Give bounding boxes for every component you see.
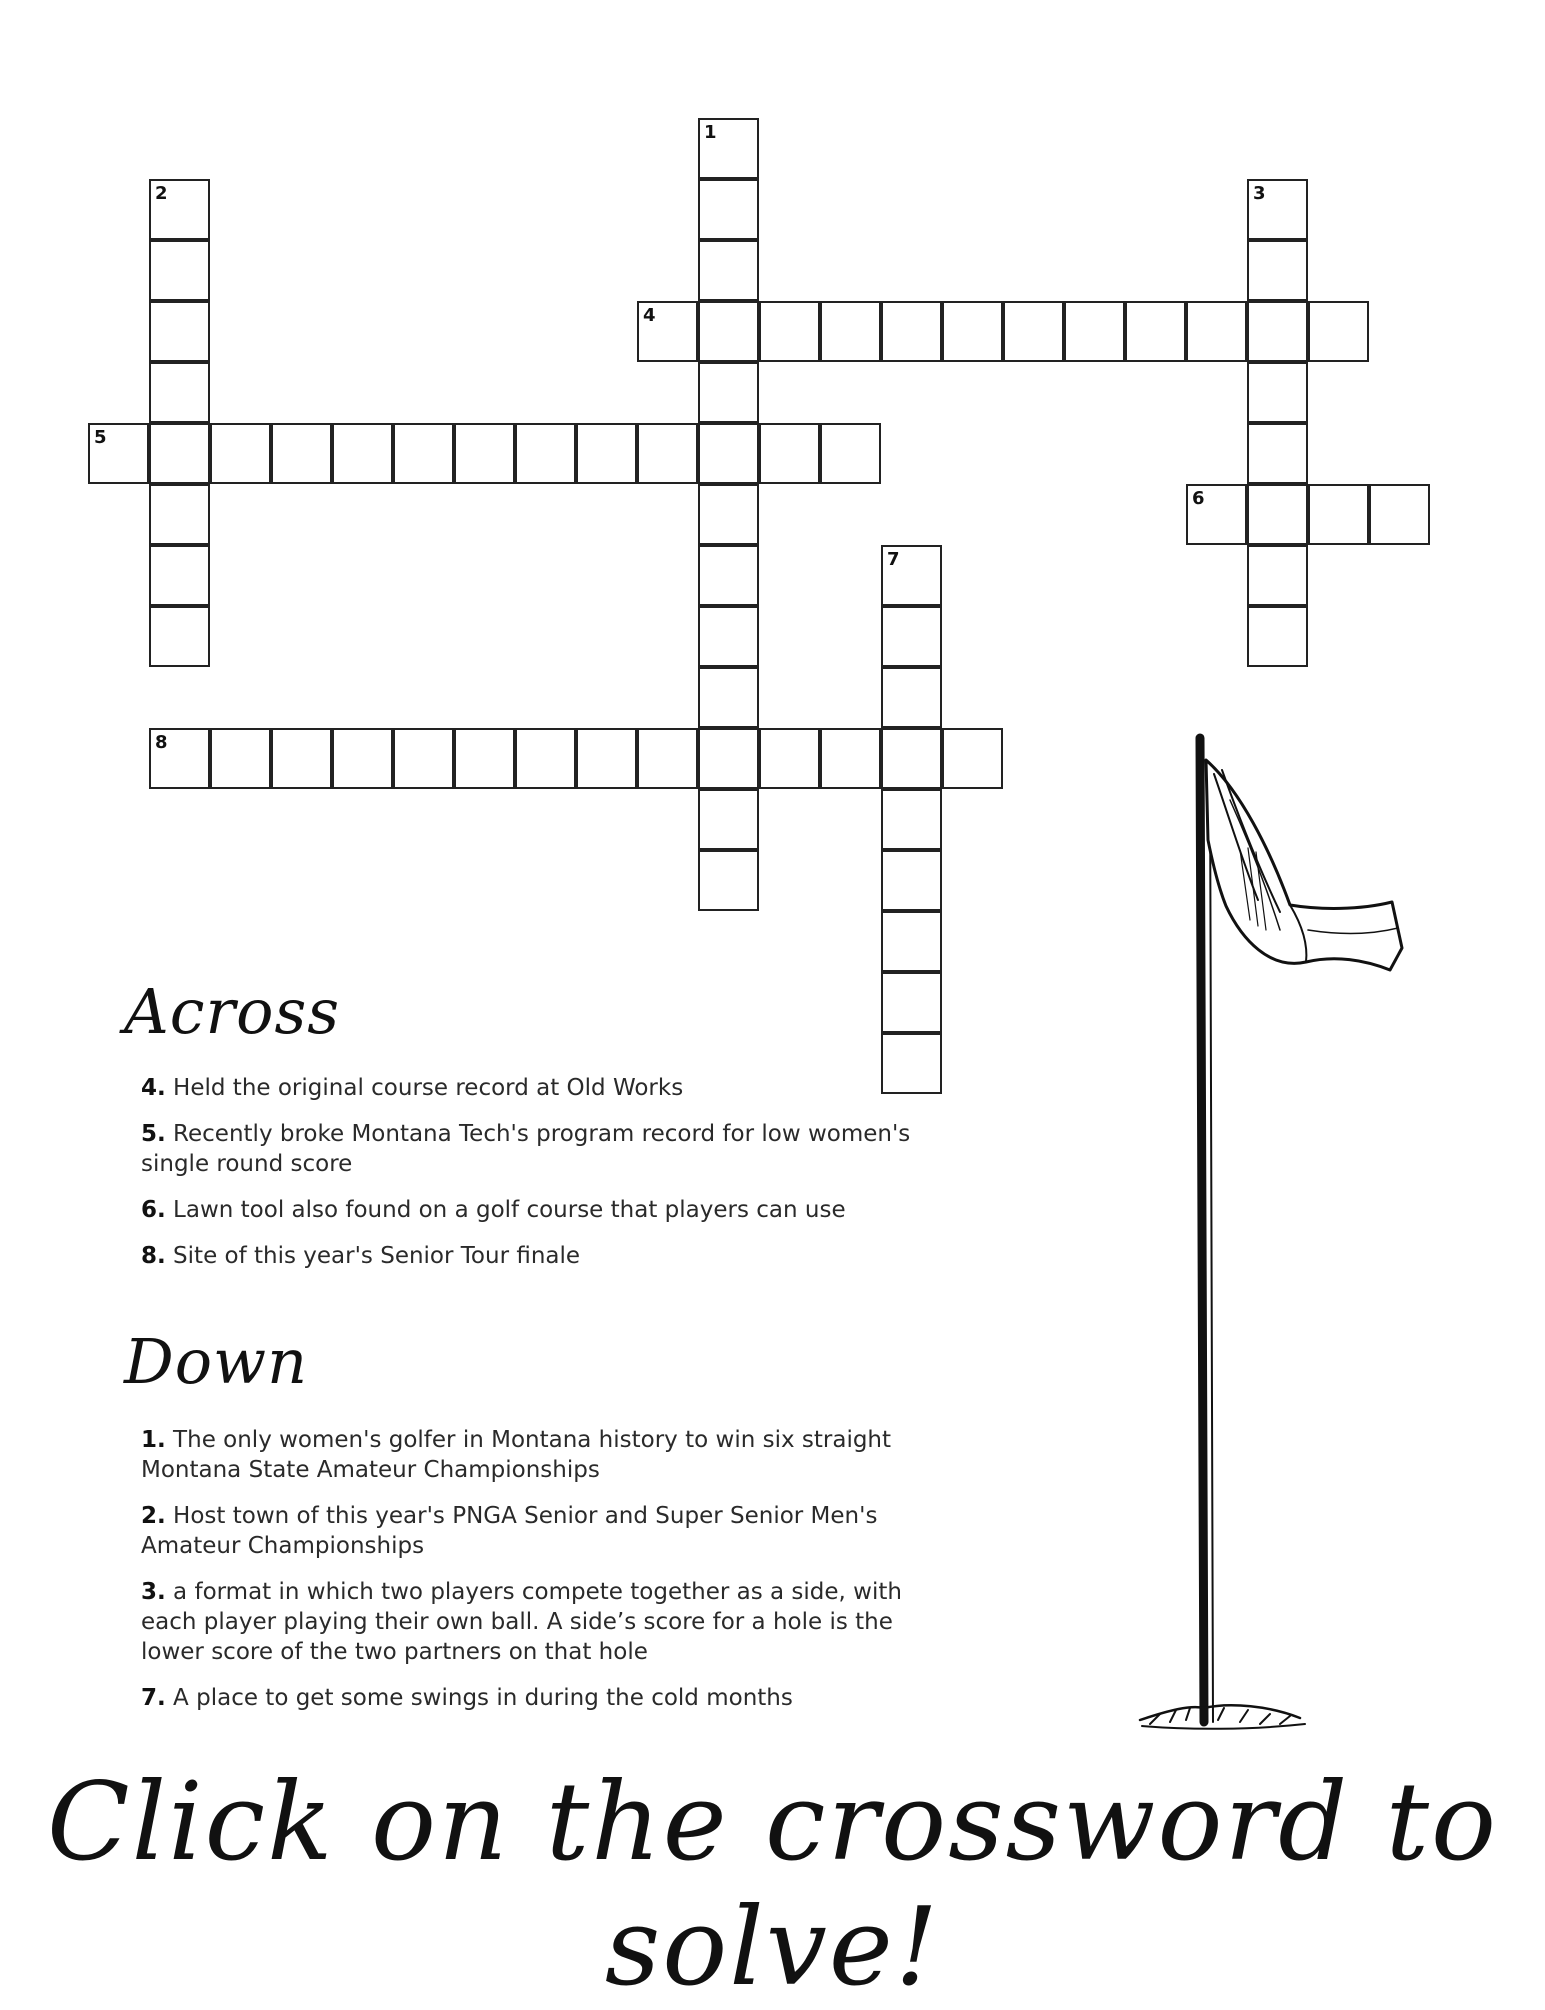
- crossword-cell[interactable]: [698, 118, 759, 179]
- clue-number: 5.: [141, 1121, 166, 1147]
- crossword-cell[interactable]: [698, 301, 759, 362]
- crossword-cell[interactable]: [881, 911, 942, 972]
- solve-crossword-link[interactable]: Click on the crossword to solve!: [46, 1760, 1499, 2010]
- down-heading: Down: [124, 1325, 309, 1398]
- crossword-cell[interactable]: [149, 179, 210, 240]
- clue-number-label: 2: [155, 183, 168, 204]
- crossword-cell[interactable]: [1064, 301, 1125, 362]
- across-clue-5: [141, 1119, 941, 1179]
- clue-text: Lawn tool also found on a golf course that players can use: [165, 1197, 846, 1223]
- crossword-cell[interactable]: [881, 606, 942, 667]
- clue-number-label: 1: [704, 122, 717, 143]
- clue-number: 8.: [141, 1243, 166, 1269]
- clue-number-label: 6: [1192, 488, 1205, 509]
- crossword-cell[interactable]: [698, 545, 759, 606]
- clue-number: 1.: [141, 1427, 166, 1453]
- crossword-cell[interactable]: [1186, 301, 1247, 362]
- down-clue-1: [141, 1425, 941, 1485]
- clue-number: 2.: [141, 1503, 166, 1529]
- crossword-cell[interactable]: [698, 606, 759, 667]
- crossword-cell[interactable]: [1186, 484, 1247, 545]
- crossword-cell[interactable]: [820, 728, 881, 789]
- clue-text: Host town of this year's PNGA Senior and Super Senior Men's Amateur Championships: [141, 1503, 878, 1559]
- crossword-cell[interactable]: [149, 362, 210, 423]
- clue-number: 4.: [141, 1075, 166, 1101]
- crossword-cell[interactable]: [210, 423, 271, 484]
- crossword-cell[interactable]: [881, 545, 942, 606]
- crossword-cell[interactable]: [393, 728, 454, 789]
- down-clue-7: [141, 1683, 941, 1713]
- across-clue-8: [141, 1241, 941, 1271]
- crossword-cell[interactable]: [393, 423, 454, 484]
- down-clue-3: [141, 1577, 941, 1667]
- crossword-cell[interactable]: [881, 850, 942, 911]
- clue-number: 7.: [141, 1685, 166, 1711]
- crossword-cell[interactable]: [1125, 301, 1186, 362]
- crossword-cell[interactable]: [1308, 484, 1369, 545]
- crossword-cell[interactable]: [1308, 301, 1369, 362]
- crossword-cell[interactable]: [149, 423, 210, 484]
- crossword-cell[interactable]: [1247, 240, 1308, 301]
- crossword-cell[interactable]: [759, 728, 820, 789]
- clue-text: a format in which two players compete together as a side, with each player playing their own ball. A side’s score for a hole is the lower score of the two partners on that hole: [141, 1579, 902, 1665]
- crossword-cell[interactable]: [637, 423, 698, 484]
- crossword-cell[interactable]: [698, 789, 759, 850]
- crossword-cell[interactable]: [881, 667, 942, 728]
- clue-number-label: 5: [94, 427, 107, 448]
- crossword-cell[interactable]: [1247, 423, 1308, 484]
- across-clue-4: [141, 1073, 941, 1103]
- crossword-cell[interactable]: [698, 423, 759, 484]
- crossword-cell[interactable]: [698, 728, 759, 789]
- clue-text: The only women's golfer in Montana history to win six straight Montana State Amateur Championships: [141, 1427, 892, 1483]
- crossword-cell[interactable]: [149, 240, 210, 301]
- crossword-cell[interactable]: [1247, 301, 1308, 362]
- crossword-cell[interactable]: [820, 423, 881, 484]
- crossword-cell[interactable]: [759, 301, 820, 362]
- crossword-cell[interactable]: [698, 850, 759, 911]
- clue-text: Held the original course record at Old Works: [165, 1075, 684, 1101]
- crossword-cell[interactable]: [149, 484, 210, 545]
- golf-flag-icon: [1130, 730, 1430, 1740]
- crossword-cell[interactable]: [454, 423, 515, 484]
- crossword-cell[interactable]: [1247, 179, 1308, 240]
- crossword-cell[interactable]: [881, 972, 942, 1033]
- crossword-cell[interactable]: [881, 301, 942, 362]
- crossword-cell[interactable]: [271, 423, 332, 484]
- crossword-cell[interactable]: [1247, 606, 1308, 667]
- crossword-cell[interactable]: [1003, 301, 1064, 362]
- crossword-cell[interactable]: [210, 728, 271, 789]
- crossword-cell[interactable]: [332, 728, 393, 789]
- across-clue-6: [141, 1195, 941, 1225]
- clue-number-label: 4: [643, 305, 656, 326]
- across-clue-list: [141, 1073, 941, 1287]
- crossword-cell[interactable]: [698, 362, 759, 423]
- clue-number-label: 3: [1253, 183, 1266, 204]
- crossword-cell[interactable]: [759, 423, 820, 484]
- crossword-cell[interactable]: [881, 789, 942, 850]
- crossword-cell[interactable]: [698, 667, 759, 728]
- crossword-cell[interactable]: [576, 423, 637, 484]
- crossword-cell[interactable]: [576, 728, 637, 789]
- crossword-cell[interactable]: [149, 606, 210, 667]
- crossword-cell[interactable]: [698, 484, 759, 545]
- crossword-cell[interactable]: [637, 301, 698, 362]
- crossword-cell[interactable]: [698, 179, 759, 240]
- clue-text: Site of this year's Senior Tour finale: [165, 1243, 581, 1269]
- crossword-cell[interactable]: [1369, 484, 1430, 545]
- crossword-cell[interactable]: [698, 240, 759, 301]
- crossword-cell[interactable]: [1247, 545, 1308, 606]
- crossword-cell[interactable]: [942, 728, 1003, 789]
- crossword-cell[interactable]: [881, 728, 942, 789]
- crossword-cell[interactable]: [820, 301, 881, 362]
- crossword-cell[interactable]: [515, 423, 576, 484]
- crossword-cell[interactable]: [88, 423, 149, 484]
- crossword-cell[interactable]: [149, 728, 210, 789]
- clue-number: 6.: [141, 1197, 166, 1223]
- crossword-cell[interactable]: [942, 301, 1003, 362]
- crossword-cell[interactable]: [1247, 484, 1308, 545]
- crossword-cell[interactable]: [149, 545, 210, 606]
- crossword-cell[interactable]: [515, 728, 576, 789]
- across-heading: Across: [124, 975, 341, 1048]
- down-clue-list: [141, 1425, 941, 1729]
- crossword-cell[interactable]: [332, 423, 393, 484]
- crossword-cell[interactable]: [637, 728, 698, 789]
- clue-text: Recently broke Montana Tech's program record for low women's single round score: [141, 1121, 911, 1177]
- clue-text: A place to get some swings in during the cold months: [165, 1685, 793, 1711]
- crossword-cell[interactable]: [149, 301, 210, 362]
- down-clue-2: [141, 1501, 941, 1561]
- crossword-cell[interactable]: [1247, 362, 1308, 423]
- clue-number: 3.: [141, 1579, 166, 1605]
- crossword-cell[interactable]: [271, 728, 332, 789]
- clue-number-label: 7: [887, 549, 900, 570]
- clue-number-label: 8: [155, 732, 168, 753]
- crossword-cell[interactable]: [454, 728, 515, 789]
